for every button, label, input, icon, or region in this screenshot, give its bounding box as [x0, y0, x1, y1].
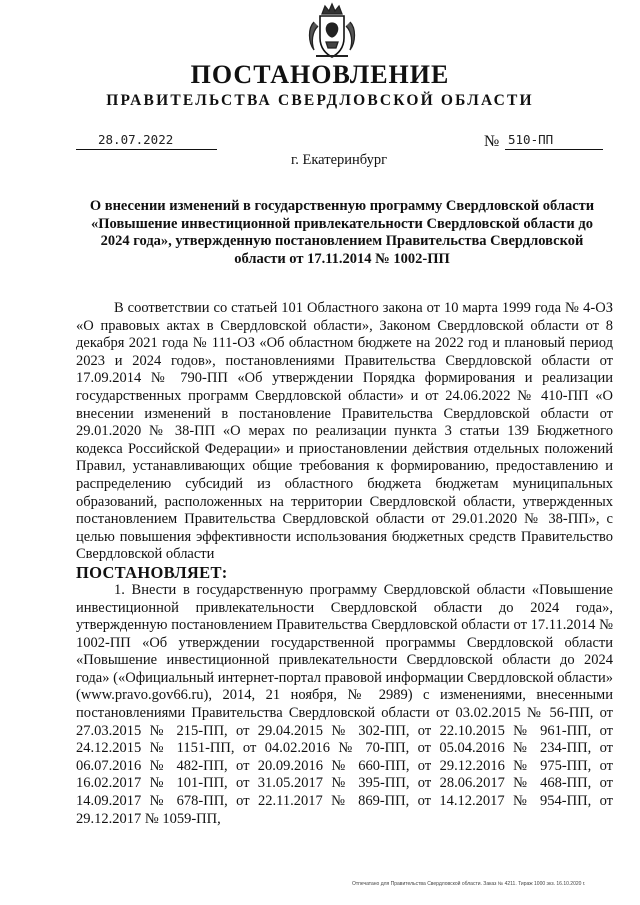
document-body	[76, 300, 613, 828]
coat-of-arms-icon	[300, 2, 364, 62]
preamble-paragraph: В соответствии со статьей 101 Областного закона от 10 марта 1999 года № 4-ОЗ «О правовых актах в Свердловской области», Законом Свердловской области от 8 декабря 2021 года № 111-ОЗ «Об областном бюджете на 2022 год и плановый период 2023 и 2024 годов», постановлениями Правительства Свердловской области от 17.09.2014 № 790-ПП «Об утверждении Порядка формирования и реализации государственных программ Свердловской области» и от 24.06.2022 № 410-ПП «О внесении изменений в постановление Правительства Свердловской области от 29.01.2020 № 38-ПП «О мерах по реализации пункта 3 статьи 139 Бюджетного кодекса Российской Федерации» и приостановлении действия отдельных положений Правил, устанавливающих общие требования к формированию, предоставлению и распределению субсидий из областного бюджета бюджетам муниципальных образований, расположенных на территории Свердловской области, утвержденных постановлением Правительства Свердловской области от 29.01.2020 № 38-ПП», с целью повышения эффективности использования бюджетных средств Правительство Свердловской области	[76, 300, 613, 563]
document-title: ПОСТАНОВЛЕНИЕ	[190, 60, 450, 89]
resolves-heading: ПОСТАНОВЛЯЕТ:	[76, 562, 228, 582]
document-number: 510-ПП	[505, 131, 603, 150]
document-date: 28.07.2022	[76, 131, 217, 150]
document-city: г. Екатеринбург	[290, 152, 388, 168]
item-1-paragraph: 1. Внести в государственную программу Свердловской области «Повышение инвестиционной привлекательности Свердловской области до 2024 года», утвержденную постановлением Правительства Свердловской области от 17.11.2014 № 1002-ПП «Об утверждении государственной программы Свердловской области «Повышение инвестиционной привлекательности Свердловской области до 2024 года» («Официальный интернет-портал правовой информации Свердловской области» (www.pravo.gov66.ru), 2014, 21 ноября, № 2989) с изменениями, внесенными постановлениями Правительства Свердловской области от 03.02.2015 № 56-ПП, от 27.03.2015 № 215-ПП, от 29.04.2015 № 302-ПП, от 22.10.2015 № 961-ПП, от 24.12.2015 № 1151-ПП, от 04.02.2016 № 70-ПП, от 05.04.2016 № 234-ПП, от 06.07.2016 № 482-ПП, от 20.09.2016 № 660-ПП, от 29.12.2016 № 975-ПП, от 16.02.2017 № 101-ПП, от 31.05.2017 № 395-ПП, от 28.06.2017 № 468-ПП, от 14.09.2017 № 678-ПП, от 22.11.2017 № 869-ПП, от 14.12.2017 № 954-ПП, от 29.12.2017 № 1059-ПП,	[76, 581, 613, 827]
print-footer: Отпечатано для Правительства Свердловской области. Заказ № 4211. Тираж 1000 экз. 16.10.2020 г.	[352, 881, 586, 887]
document-heading: О внесении изменений в государственную программу Свердловской области «Повышение инвестиционной привлекательности Свердловской области до 2024 года», утвержденную постановлением Правительства Свердловской области от 17.11.2014 № 1002-ПП	[89, 198, 595, 267]
document-subtitle: ПРАВИТЕЛЬСТВА СВЕРДЛОВСКОЙ ОБЛАСТИ	[106, 92, 534, 109]
number-sign: №	[484, 133, 500, 150]
